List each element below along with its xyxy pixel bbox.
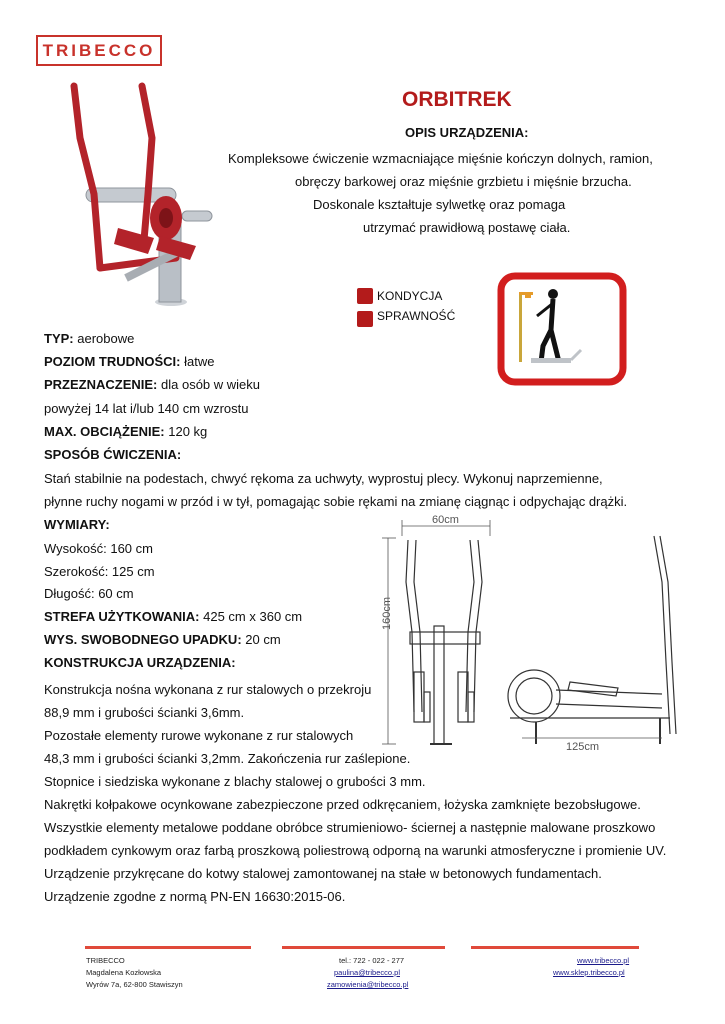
spec-length: Długość: 60 cm xyxy=(44,586,134,601)
spec-dimensions-heading: WYMIARY: xyxy=(44,517,110,532)
construction-line: podkładem cynkowym oraz farbą proszkową poliestrową odporną na warunki atmosferyczne i promienie UV. xyxy=(44,843,667,858)
description-line: utrzymać prawidłową postawę ciała. xyxy=(363,220,571,235)
construction-line: Nakrętki kołpakowe ocynkowane zabezpieczone przed odkręcaniem, łożyska zamknięte bezobsługowe. xyxy=(44,797,641,812)
footer-divider xyxy=(282,946,445,949)
description-heading: OPIS URZĄDZENIA: xyxy=(405,125,529,140)
construction-line: Pozostałe elementy rurowe wykonane z rur stalowych xyxy=(44,728,354,743)
footer-shop-link[interactable]: www.sklep.tribecco.pl xyxy=(553,968,625,977)
footer-name: Magdalena Kozłowska xyxy=(86,968,162,977)
dim-height-label: 160cm xyxy=(381,596,393,630)
footer-address: Wyrów 7a, 62-800 Stawiszyn xyxy=(86,980,183,989)
exercise-line: Stań stabilnie na podestach, chwyć rękoma za uchwyty, wyprostuj plecy. Wykonuj naprzemienne, xyxy=(44,471,603,486)
dim-length-label: 125cm xyxy=(566,741,600,753)
construction-line: 48,3 mm i grubości ścianki 3,2mm. Zakończenia rur zaślepione. xyxy=(44,751,411,766)
footer-phone: tel.: 722 - 022 - 277 xyxy=(339,956,405,965)
footer-divider xyxy=(85,946,251,949)
technical-drawing xyxy=(370,512,692,757)
product-title: ORBITREK xyxy=(402,88,512,111)
footer-orders-email-link[interactable]: zamowienia@tribecco.pl xyxy=(327,980,409,989)
construction-line: Urządzenie przykręcane do kotwy stalowej zamontowanej na stałe w betonowych fundamentach. xyxy=(44,866,602,881)
spec-height: Wysokość: 160 cm xyxy=(44,541,153,556)
spec-difficulty: POZIOM TRUDNOŚCI: łatwe xyxy=(44,354,215,369)
construction-line: 88,9 mm i grubości ścianki 3,6mm. xyxy=(44,705,245,720)
construction-line: Wszystkie elementy metalowe poddane obróbce strumieniowo- ściernej a następnie malowane proszkowo xyxy=(44,820,656,835)
description-line: obręczy barkowej oraz mięśnie grzbietu i mięśnie brzucha. xyxy=(295,174,632,189)
category-label: SPRAWNOŚĆ xyxy=(377,309,456,323)
description-line: Kompleksowe ćwiczenie wzmacniające mięśnie kończyn dolnych, ramion, xyxy=(228,151,653,166)
spec-usage-zone: STREFA UŻYTKOWANIA: 425 cm x 360 cm xyxy=(44,609,303,624)
spec-construction-heading: KONSTRUKCJA URZĄDZENIA: xyxy=(44,655,236,670)
spec-width: Szerokość: 125 cm xyxy=(44,564,155,579)
footer-company: TRIBECCO xyxy=(86,956,125,965)
category-label: KONDYCJA xyxy=(377,289,443,303)
construction-line: Stopnice i siedziska wykonane z blachy stalowej o grubości 3 mm. xyxy=(44,774,426,789)
construction-line: Konstrukcja nośna wykonana z rur stalowych o przekroju xyxy=(44,682,372,697)
spec-max-load: MAX. OBCIĄŻENIE: 120 kg xyxy=(44,424,208,439)
footer-website-link[interactable]: www.tribecco.pl xyxy=(577,956,630,965)
footer-email-link[interactable]: paulina@tribecco.pl xyxy=(334,968,400,977)
exercise-line: płynne ruchy nogami w przód i w tył, pomagając sobie rękami na zmianę ciągnąc i odpychając drążki. xyxy=(44,494,628,509)
description-line: Doskonale kształtuje sylwetkę oraz pomaga xyxy=(313,197,566,212)
spec-purpose-line2: powyżej 14 lat i/lub 140 cm wzrostu xyxy=(44,401,249,416)
footer-divider xyxy=(471,946,639,949)
product-photo xyxy=(56,78,216,310)
tribecco-logo: TRIBECCO xyxy=(36,35,162,66)
dim-width-label: 60cm xyxy=(432,514,459,526)
category-icon xyxy=(357,311,373,327)
spec-exercise-heading: SPOSÓB ĆWICZENIA: xyxy=(44,447,182,462)
category-icon xyxy=(357,288,373,304)
construction-line: Urządzenie zgodne z normą PN-EN 16630:2015-06. xyxy=(44,889,346,904)
usage-pictogram xyxy=(497,272,627,386)
spec-type: TYP: aerobowe xyxy=(44,331,135,346)
spec-purpose: PRZEZNACZENIE: dla osób w wieku xyxy=(44,377,261,392)
spec-fall-height: WYS. SWOBODNEGO UPADKU: 20 cm xyxy=(44,632,281,647)
